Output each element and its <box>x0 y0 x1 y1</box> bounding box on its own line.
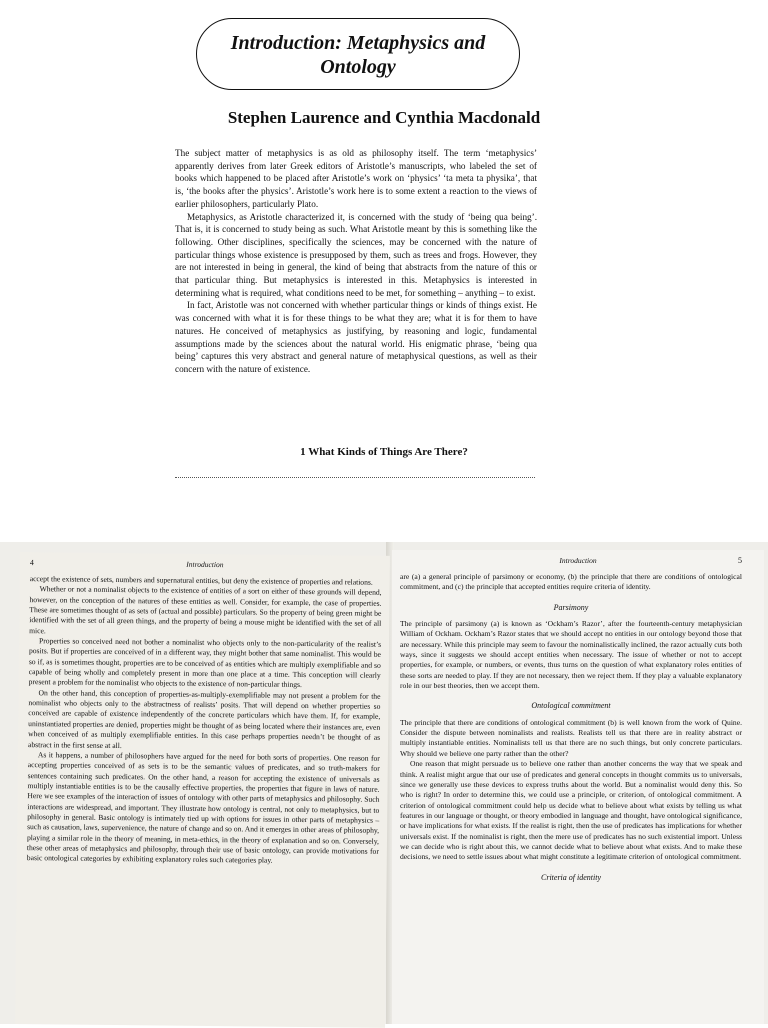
body-paragraph: Whether or not a nominalist objects to the existence of entities of a sort on either of these grounds will depend, however, on the conception of the natures of these entities as well. Consider, for example, the case of properties. These are sometimes thought of as sets of (actual and possible) particulars. So the property of being green might be identified with the set of all green things, and the property of being a mouse might be identified with the set of all mice. <box>29 584 382 635</box>
running-head: Introduction <box>186 559 224 570</box>
chapter-title-line1: Introduction: Metaphysics and <box>230 32 486 54</box>
page-4-body <box>27 574 382 867</box>
opening-paragraph: The subject matter of metaphysics is as old as philosophy itself. The term ‘metaphysics’ apparently derives from later Greek editors of Aristotle’s manuscripts, who labeled the set of books which happened to be placed after Aristotle’s work on ‘physics’ ‘ta meta ta physika’, that is, ‘the books after the physics’. Aristotle’s work here is to some extent a reaction to the views of earlier philosophers, particularly Plato. <box>175 148 537 209</box>
opening-text <box>175 147 537 376</box>
body-paragraph: are (a) a general principle of parsimony or economy, (b) the principle that there are conditions of ontological commitment, and (c) the principle that accepted entities require criteria of identity. <box>400 572 742 592</box>
chapter-title <box>197 31 519 79</box>
chapter-authors: Stephen Laurence and Cynthia Macdonald <box>227 108 541 127</box>
page-number: 4 <box>29 558 34 568</box>
body-paragraph: On the other hand, this conception of properties-as-multiply-exemplifiable may not present a problem for the nominalist who objects only to the abstractness of realists’ posits. That will depend on whether properties so conceived are capable of existence independently of the concrete particulars which have them. If, for example, uninstantiated properties are denied, properties might be thought of as being located where their instances are, even when conceived of as multiply exemplifiable entities. In this case perhaps properties needn’t be thought of as abstract in the first sense at all. <box>27 687 381 750</box>
section-heading: 1 What Kinds of Things Are There? <box>300 446 468 458</box>
body-paragraph: The principle that there are conditions of ontological commitment (b) is well known from the work of Quine. Consider the dispute between nominalists and realists. Realists tell us that there are in reality abstract or multiply instantiable entities. Nominalists tell us that there are no such things, but only concrete particulars. Why should we believe one party rather than the other? <box>400 717 742 758</box>
chapter-title-line2: Ontology <box>320 56 396 78</box>
chapter-title-frame <box>196 18 520 90</box>
subsection-heading-parsimony: Parsimony <box>553 602 589 612</box>
subsection-heading-criteria-of-identity: Criteria of identity <box>541 872 601 882</box>
body-paragraph: One reason that might persuade us to believe one rather than another concerns the way that we speak and think. A realist might argue that our use of predicates and general concepts in thought commits us to universals, since we generally use these devices to express truths about the world. But a nominalist would deny this. So who is right? In order to determine this, we could use a principle, or criterion, of ontological commitment. A criterion of ontological commitment could help us decide what to believe about what exists by telling us what features in our language or thought, or theory embodied in language and thought, have ontological significance, or have implications for what exists. If the realist is right, then the use of predicates has implications for whether universals exist. If the nominalist is right, then the mere use of predicates has no such existential import. Unless we can decide who is right about this, we cannot decide what to believe about what exists. And to make these decisions, we need to settle issues about what might constitute a legitimate criterion of ontological commitment. <box>400 759 742 862</box>
opening-paragraph: In fact, Aristotle was not concerned with whether particular things or kinds of things exist. He was concerned with what it is for these things to be what they are; what it is for them to have natures. He conceived of metaphysics as justifying, by reasoning and logic, fundamental assumptions made by the sciences about the natural world. His enigmatic phrase, ‘being qua being’ captures this very abstract and general nature of metaphysical questions, as well as their concern with the nature of existence. <box>175 300 537 374</box>
body-paragraph: Properties so conceived need not bother a nominalist who objects only to the non-particularity of the realist’s posits. But if properties are conceived of in a different way, they might bother that same nominalist. This would be so if, as is sometimes thought, properties are to be conceived of as entities which are multiply exemplifiable and so capable of being wholly and completely present in more than one place at a time. This conception will clearly present a problem for the nominalist who objects to the existence of non-particular things. <box>28 636 382 690</box>
cropped-text-line <box>175 476 535 479</box>
body-paragraph: The principle of parsimony (a) is known as ‘Ockham’s Razor’, after the fourteenth-century metaphysician William of Ockham. Ockham’s Razor states that we should accept no entities in our ontology beyond those that are necessary. While this principle may seem to favour the nominalistically inclined, the razor actually cuts both ways, since it suggests we should accept entities when necessary. The issue of whether or not to accept properties, for example, or numbers, or events, thus turns on the question of what explanatory roles entities of these sorts are needed to play. If they are not necessary, then we reject them. If they play a valuable explanatory role in our best theories, then we accept them. <box>400 619 742 691</box>
body-paragraph: As it happens, a number of philosophers have argued for the need for both sorts of properties. One reason for accepting properties conceived of as sets is to be the semantic values of predicates, and so truth-makers for sentences containing such predicates. On the other hand, a reason for accepting the existence of universals as multiply instantiable entities is to be the causally effective properties, the properties that figure in laws of nature. Here we see examples of the interaction of issues of ontology with other parts of metaphysics and philosophy. Such interactions are widespread, and important. They illustrate how ontology is central, not only to metaphysics, but to philosophy in general. Basic ontology is intimately tied up with options for issues in other parts of metaphysics – such as causation, laws, supervenience, the nature of change and so on. And it emerges in other areas of philosophy, playing a similar role in the theory of meaning, in meta-ethics, in the theory of explanation and so on. Conversely, these other areas of metaphysics and philosophy, through their use of basic ontology, can provide motivations for basic ontological categories by exhibiting explanatory roles such categories play. <box>26 750 380 865</box>
opening-paragraph: Metaphysics, as Aristotle characterized it, is concerned with the study of ‘being qua being’. That is, it is concerned to study being as such. What Aristotle meant by this is something like the following. Other disciplines, specifically the sciences, may be concerned with the nature of particular things whose existence is presupposed by them, such as trees and frogs. However, they are not interested in being in general, the kind of being that abstracts from the nature of this or that particular thing. But metaphysics is interested in this. Metaphysics is interested in determining what is required, what conditions need to be met, for something – anything – to exist. <box>175 211 537 298</box>
page-number: 5 <box>738 556 742 565</box>
page-5-body <box>400 572 742 889</box>
body-paragraph: accept the existence of sets, numbers and supernatural entities, but deny the existence of properties and relations. <box>29 574 373 587</box>
running-head: Introduction <box>559 556 597 565</box>
page-4 <box>15 552 390 1028</box>
page-5 <box>392 550 764 1024</box>
subsection-heading-ontological-commitment: Ontological commitment <box>531 701 611 711</box>
